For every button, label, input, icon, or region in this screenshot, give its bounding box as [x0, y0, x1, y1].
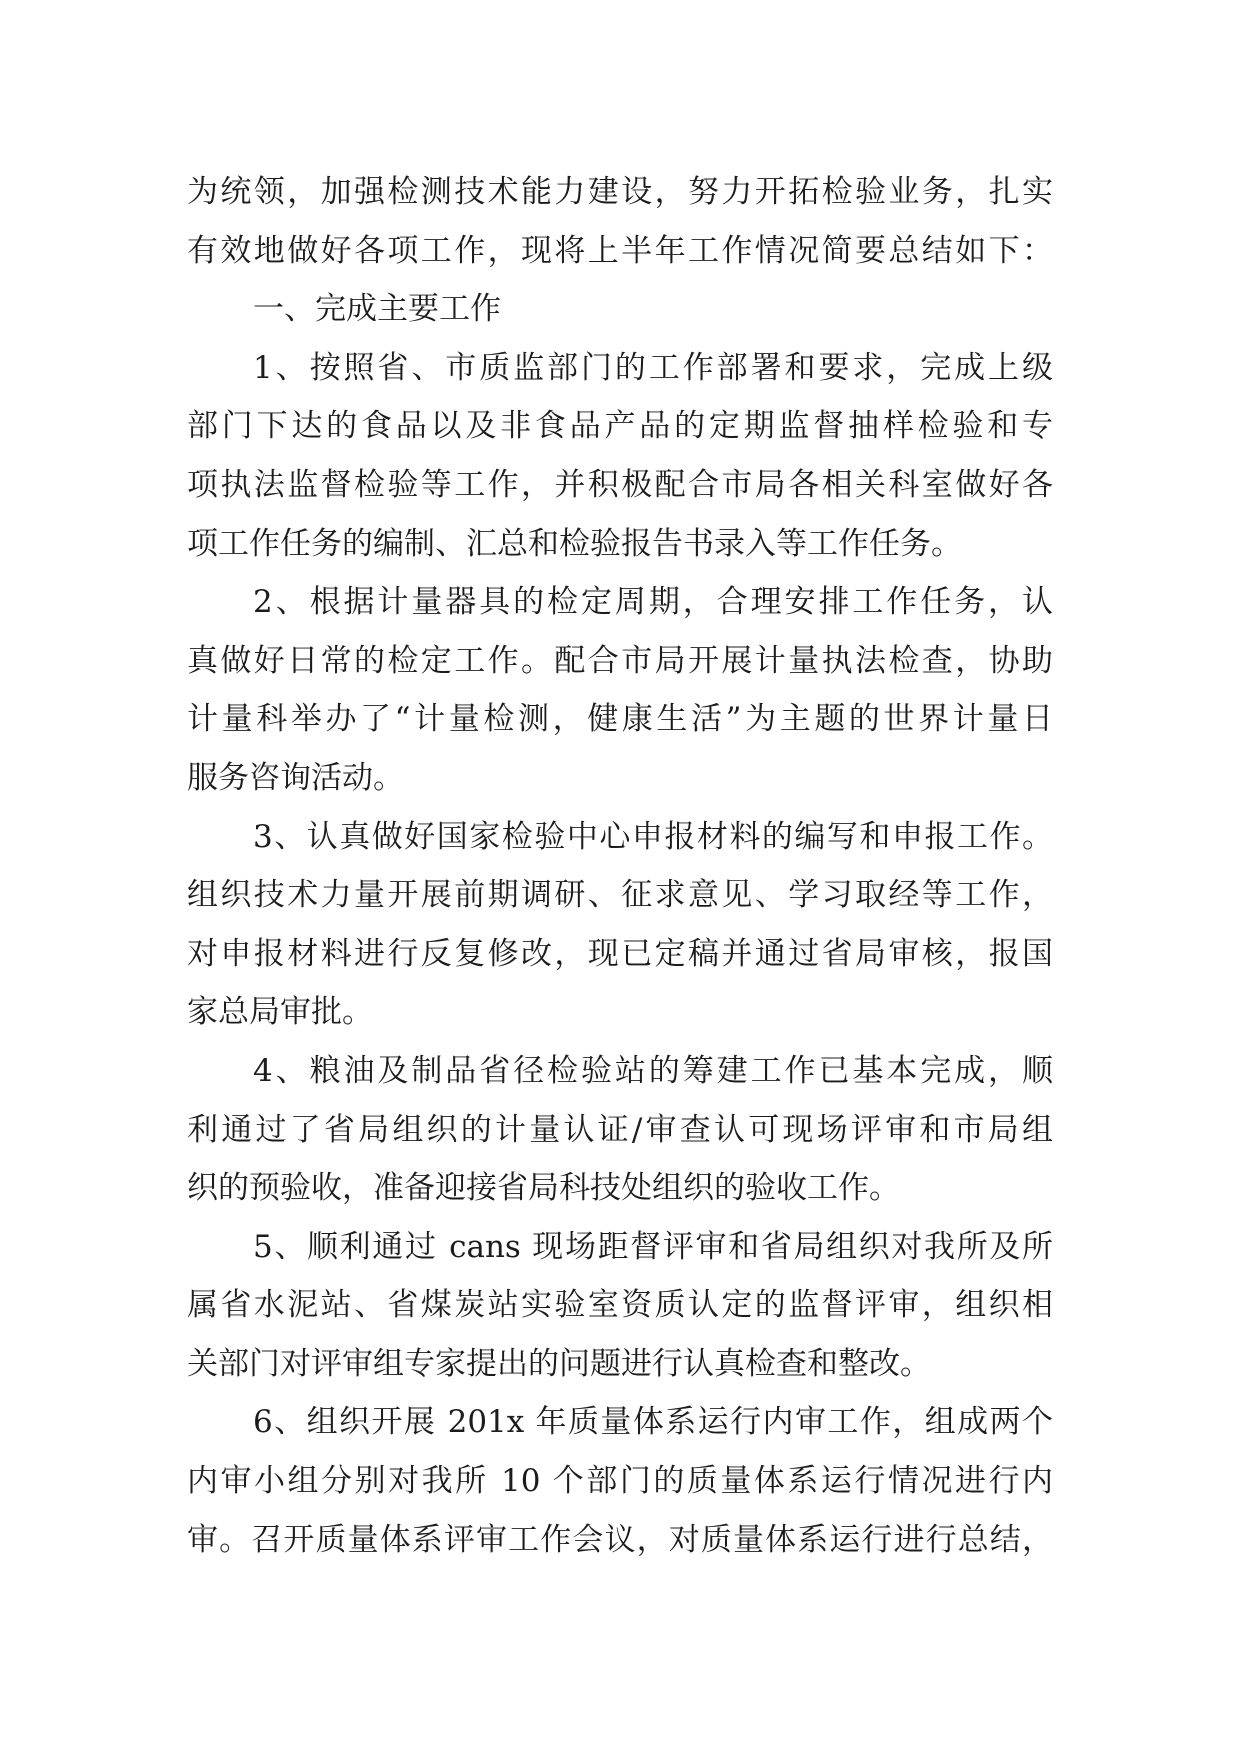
- section-heading: [187, 280, 1053, 339]
- item-paragraph-6: [187, 1393, 1053, 1569]
- paragraph-line: 项执法监督检验等工作，并积极配合市局各相关科室做好各: [187, 466, 1053, 503]
- paragraph-line: 3、认真做好国家检验中心申报材料的编写和申报工作。: [253, 818, 1053, 855]
- section-heading-text: 一、完成主要工作: [253, 291, 501, 328]
- paragraph-line: 6、组织开展 201x 年质量体系运行内审工作，组成两个: [253, 1404, 1053, 1441]
- paragraph-line: 家总局审批。: [187, 994, 373, 1031]
- item-paragraph-2: [187, 573, 1053, 807]
- intro-paragraph: [187, 163, 1053, 280]
- paragraph-line: 1、按照省、市质监部门的工作部署和要求，完成上级: [253, 349, 1053, 386]
- item-paragraph-1: [187, 339, 1053, 573]
- paragraph-line: 2、根据计量器具的检定周期，合理安排工作任务，认: [253, 584, 1053, 621]
- paragraph-line: 利通过了省局组织的计量认证/审查认可现场评审和市局组: [187, 1111, 1053, 1148]
- paragraph-line: 项工作任务的编制、汇总和检验报告书录入等工作任务。: [187, 525, 962, 562]
- paragraph-line: 属省水泥站、省煤炭站实验室资质认定的监督评审，组织相: [187, 1287, 1053, 1324]
- paragraph-line: 有效地做好各项工作，现将上半年工作情况简要总结如下：: [187, 232, 1053, 269]
- paragraph-line: 4、粮油及制品省径检验站的筹建工作已基本完成，顺: [253, 1052, 1053, 1089]
- paragraph-line: 5、顺利通过 cans 现场距督评审和省局组织对我所及所: [253, 1228, 1053, 1265]
- paragraph-line: 部门下达的食品以及非食品产品的定期监督抽样检验和专: [187, 408, 1053, 445]
- paragraph-line: 关部门对评审组专家提出的问题进行认真检查和整改。: [187, 1345, 931, 1382]
- paragraph-line: 服务咨询活动。: [187, 759, 404, 796]
- paragraph-line: 内审小组分别对我所 10 个部门的质量体系运行情况进行内: [187, 1463, 1053, 1500]
- item-paragraph-5: [187, 1218, 1053, 1394]
- paragraph-line: 审。召开质量体系评审工作会议，对质量体系运行进行总结，: [187, 1521, 1053, 1558]
- paragraph-line: 组织技术力量开展前期调研、征求意见、学习取经等工作，: [187, 877, 1053, 914]
- paragraph-line: 织的预验收，准备迎接省局科技处组织的验收工作。: [187, 1170, 900, 1207]
- paragraph-line: 计量科举办了“计量检测，健康生活”为主题的世界计量日: [187, 701, 1053, 738]
- paragraph-line: 对申报材料进行反复修改，现已定稿并通过省局审核，报国: [187, 935, 1053, 972]
- document-body: [187, 163, 1053, 1569]
- paragraph-line: 真做好日常的检定工作。配合市局开展计量执法检查，协助: [187, 642, 1053, 679]
- item-paragraph-4: [187, 1042, 1053, 1218]
- item-paragraph-3: [187, 808, 1053, 1042]
- paragraph-line: 为统领，加强检测技术能力建设，努力开拓检验业务，扎实: [187, 174, 1053, 210]
